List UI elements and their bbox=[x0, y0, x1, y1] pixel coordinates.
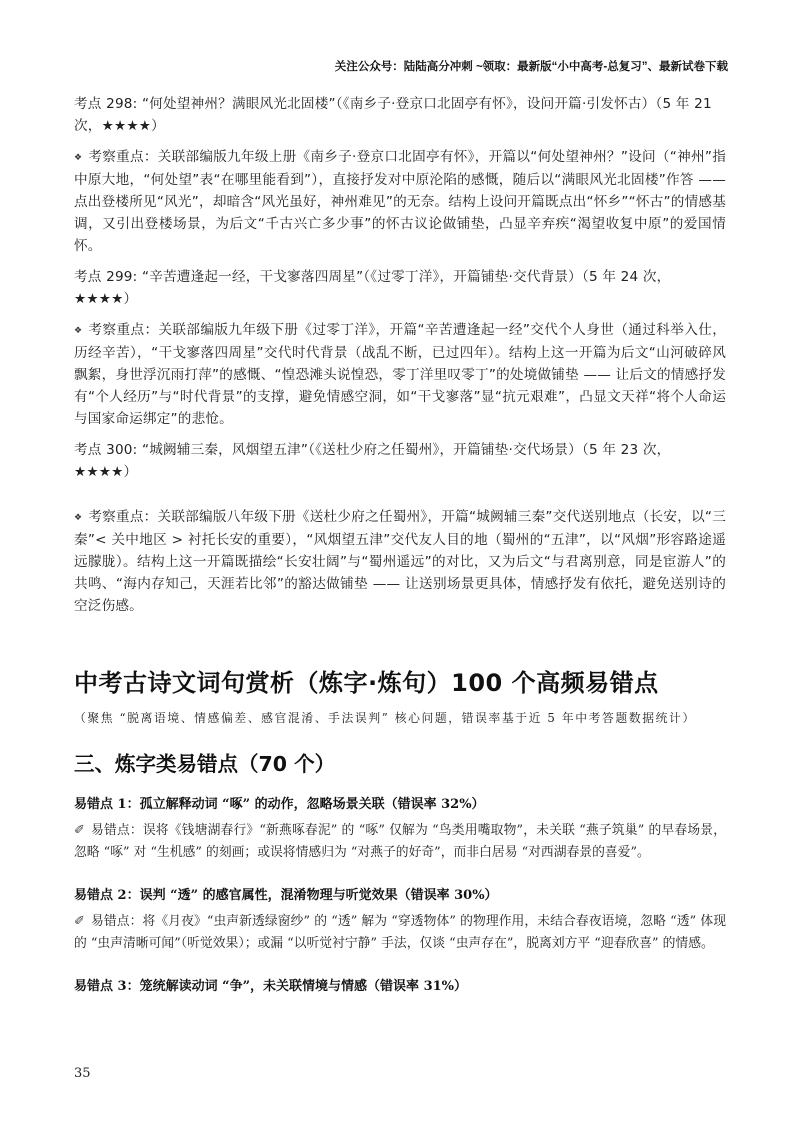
focus-299 bbox=[74, 319, 726, 430]
focus-300-text: 考察重点：关联部编版八年级下册《送杜少府之任蜀州》，开篇“城阙辅三秦”交代送别地点（长安，以“三秦”< 关中地区 > 衬托长安的重要），“风烟望五津”交代友人目的地（蜀州的“五津”，以“风烟”形容路途遥远朦胧）。结构上这一开篇既描绘“长安壮阔”与“蜀州遥远”的对比，又为后文“与君离别意，同是宦游人”的共鸣、“海内存知己，天涯若比邻”的豁达做铺垫 —— 让送别场景更具体，情感抒发有依托，避免送别诗的空泛伤感。 bbox=[74, 509, 726, 614]
spacer bbox=[74, 492, 726, 506]
focus-299-text: 考察重点：关联部编版九年级下册《过零丁洋》，开篇“辛苦遭逢起一经”交代个人身世（通过科举入仕，历经辛苦），“干戈寥落四周星”交代时代背景（战乱不断，已过四年）。结构上这一开篇为后文“山河破碎风飘絮，身世浮沉雨打萍”的感慨、“惶恐滩头说惶恐，零丁洋里叹零丁”的处境做铺垫 —— 让后文的情感抒发有“个人经历”与“时代背景”的支撑，避免情感空洞，如“干戈寥落”显“抗元艰难”，凸显文天祥“将个人命运与国家命运绑定”的悲怆。 bbox=[74, 322, 726, 427]
kaodian-300: 考点 300: “城阙辅三秦，风烟望五津”（《送杜少府之任蜀州》，开篇铺垫·交代场景）（5 年 23 次，★★★★） bbox=[74, 442, 671, 480]
pencil-icon: ✐ bbox=[74, 823, 85, 838]
diamond-bullet-icon: ❖ bbox=[74, 153, 83, 163]
main-content bbox=[74, 93, 726, 1002]
error-point-2-desc bbox=[74, 911, 726, 955]
focus-298-text: 考察重点：关联部编版九年级上册《南乡子·登京口北固亭有怀》，开篇以“何处望神州？”设问（“神州”指中原大地，“何处望”表“在哪里能看到”），直接抒发对中原沦陷的感慨，随后以“满眼风光北固楼”作答 —— 点出登楼所见“风光”，却暗含“风光虽好，神州难见”的无奈。结构上设问开篇既点出“怀乡”“怀古”的情感基调，又引出登楼场景，为后文“千古兴亡多少事”的怀古议论做铺垫，凸显辛弃疾“渴望收复中原”的爱国情怀。 bbox=[74, 149, 726, 254]
section-note: （聚焦 “脱离语境、情感偏差、感官混淆、手法误判” 核心问题，错误率基于近 5 年中考答题数据统计） bbox=[74, 711, 696, 725]
error-point-1-desc bbox=[74, 820, 726, 864]
error-point-1-title: 易错点 1：孤立解释动词 “啄” 的动作，忽略场景关联（错误率 32%） bbox=[74, 797, 485, 812]
focus-298 bbox=[74, 146, 726, 257]
page-header: 关注公众号：陆陆高分冲刺 ~领取：最新版“小中高考-总复习”、最新试卷下载 bbox=[334, 61, 728, 73]
error-point-3-title: 易错点 3：笼统解读动词 “争”，未关联情境与情感（错误率 31%） bbox=[74, 979, 468, 994]
error-point-2-title: 易错点 2：误判 “透” 的感官属性，混淆物理与听觉效果（错误率 30%） bbox=[74, 888, 498, 903]
page-number: 35 bbox=[74, 1066, 91, 1081]
pencil-icon: ✐ bbox=[74, 914, 85, 929]
diamond-bullet-icon: ❖ bbox=[74, 513, 83, 523]
error-point-2-text: 易错点：将《月夜》“虫声新透绿窗纱” 的 “透” 解为 “穿透物体” 的物理作用，未结合春夜语境，忽略 “透” 体现的 “虫声清晰可闻”（听觉效果）；或漏 “以听觉衬宁静” 手法，仅谈 “虫声存在”，脱离刘方平 “迎春欣喜” 的情感。 bbox=[74, 914, 726, 951]
kaodian-299: 考点 299: “辛苦遭逢起一经，干戈寥落四周星”（《过零丁洋》，开篇铺垫·交代背景）（5 年 24 次，★★★★） bbox=[74, 269, 671, 307]
error-point-1-text: 易错点：误将《钱塘湖春行》“新燕啄春泥” 的 “啄” 仅解为 “鸟类用嘴取物”，未关联 “燕子筑巢” 的早春场景，忽略 “啄” 对 “生机感” 的刻画；或误将情感归为 “对燕子的好奇”，而非白居易 “对西湖春景的喜爱”。 bbox=[74, 823, 726, 860]
section-title: 中考古诗文词句赏析（炼字·炼句）100 个高频易错点 bbox=[74, 669, 659, 697]
focus-300 bbox=[74, 506, 726, 617]
section-subtitle: 三、炼字类易错点（70 个） bbox=[74, 752, 336, 776]
kaodian-298: 考点 298: “何处望神州？满眼风光北固楼”（《南乡子·登京口北固亭有怀》，设问开篇·引发怀古）（5 年 21 次，★★★★） bbox=[74, 96, 712, 134]
diamond-bullet-icon: ❖ bbox=[74, 326, 83, 336]
